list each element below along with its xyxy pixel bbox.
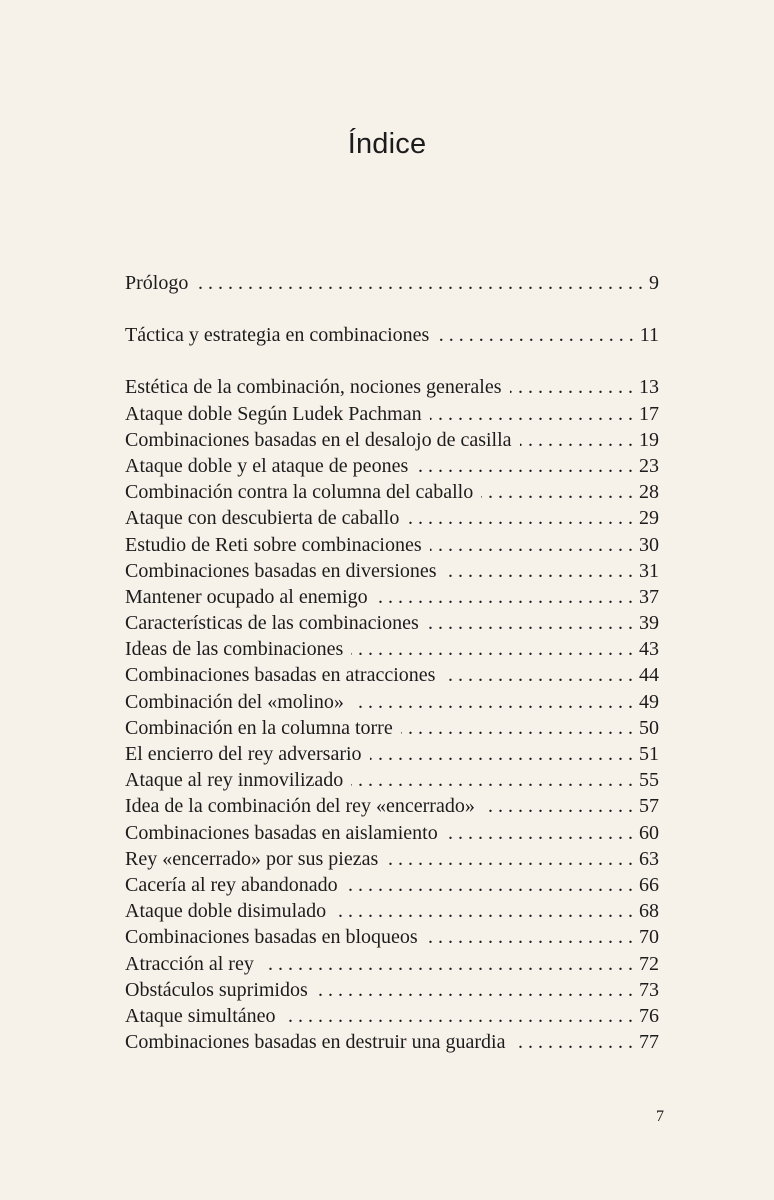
toc-entry-page: 72	[639, 952, 659, 975]
toc-entry	[125, 532, 659, 558]
dot-leader	[346, 872, 633, 898]
toc-entry-page: 68	[639, 900, 659, 923]
dot-leader	[284, 1003, 633, 1029]
dot-leader	[376, 584, 633, 610]
toc-entry	[125, 689, 659, 715]
dot-leader	[430, 532, 633, 558]
toc-entry	[125, 1029, 659, 1055]
toc-entry	[125, 479, 659, 505]
toc-entry-page: 49	[639, 690, 659, 713]
toc-entry-title: Combinación contra la columna del caballo	[125, 481, 474, 504]
toc-entry-title: Atracción al rey	[125, 952, 254, 975]
toc-entry-title: Táctica y estrategia en combinaciones	[125, 324, 430, 347]
toc-entry-page: 37	[639, 585, 659, 608]
dot-leader	[407, 505, 633, 531]
toc-entry-page: 77	[639, 1031, 659, 1054]
toc-entry-title: Cacería al rey abandonado	[125, 873, 338, 896]
dot-leader	[426, 924, 633, 950]
dot-leader	[262, 951, 633, 977]
toc-entry-title: Ideas de las combinaciones	[125, 638, 344, 661]
dot-leader	[416, 453, 633, 479]
toc-entry-page: 11	[639, 324, 659, 347]
toc-entry	[125, 793, 659, 819]
toc-entry	[125, 427, 659, 453]
toc-entry-title: Rey «encerrado» por sus piezas	[125, 847, 379, 870]
toc-entry	[125, 453, 659, 479]
toc-entry	[125, 322, 659, 348]
dot-leader	[520, 427, 633, 453]
toc-entry	[125, 401, 659, 427]
toc-entry-page: 70	[639, 926, 659, 949]
dot-leader	[446, 820, 633, 846]
toc-entry-page: 44	[639, 664, 659, 687]
toc-entry-title: El encierro del rey adversario	[125, 743, 362, 765]
dot-leader	[513, 1029, 633, 1055]
toc-entry	[125, 820, 659, 846]
dot-leader	[437, 322, 633, 348]
toc-entry-title: Idea de la combinación del rey «encerrado»	[125, 795, 475, 818]
toc-entry	[125, 558, 659, 584]
dot-leader	[334, 898, 633, 924]
dot-leader	[351, 767, 633, 793]
toc-entry-page: 28	[639, 481, 659, 504]
toc-entry-title: Combinaciones basadas en aislamiento	[125, 821, 438, 844]
toc-entry	[125, 898, 659, 924]
dot-leader	[351, 636, 633, 662]
toc-entry	[125, 741, 659, 767]
table-of-contents	[125, 270, 659, 1055]
toc-entry-title: Prólogo	[125, 272, 189, 294]
toc-entry-title: Combinaciones basadas en atracciones	[125, 664, 436, 687]
dot-leader	[196, 270, 643, 296]
dot-leader	[427, 610, 633, 636]
toc-entry-title: Combinación del «molino»	[125, 690, 344, 713]
toc-entry	[125, 715, 659, 741]
toc-entry-page: 60	[639, 821, 659, 844]
toc-entry-title: Estética de la combinación, nociones generales	[125, 376, 502, 399]
page-number: 7	[656, 1108, 664, 1125]
toc-entry	[125, 872, 659, 898]
toc-entry-title: Ataque doble disimulado	[125, 900, 327, 923]
toc-entry	[125, 767, 659, 793]
toc-entry-title: Combinación en la columna torre	[125, 716, 393, 739]
dot-leader	[386, 846, 633, 872]
toc-entry-page: 9	[649, 272, 659, 294]
toc-entry	[125, 951, 659, 977]
toc-entry	[125, 977, 659, 1003]
toc-entry	[125, 374, 659, 400]
toc-entry-title: Combinaciones basadas en bloqueos	[125, 926, 418, 949]
toc-entry-title: Ataque doble Según Ludek Pachman	[125, 402, 422, 425]
toc-entry-title: Combinaciones basadas en el desalojo de casilla	[125, 428, 512, 451]
toc-entry	[125, 636, 659, 662]
toc-entry-page: 23	[639, 454, 659, 477]
toc-entry-page: 55	[639, 769, 659, 792]
dot-leader	[401, 715, 633, 741]
toc-entry-title: Mantener ocupado al enemigo	[125, 585, 368, 608]
toc-entry-page: 57	[639, 795, 659, 818]
toc-entry	[125, 610, 659, 636]
toc-entry-title: Estudio de Reti sobre combinaciones	[125, 533, 422, 556]
toc-entry-page: 13	[639, 376, 659, 399]
toc-entry-page: 73	[639, 978, 659, 1001]
toc-entry-title: Combinaciones basadas en destruir una guardia	[125, 1031, 506, 1054]
toc-entry-title: Características de las combinaciones	[125, 612, 419, 635]
toc-entry-title: Ataque doble y el ataque de peones	[125, 454, 409, 477]
toc-entry	[125, 1003, 659, 1029]
toc-entry-page: 43	[639, 638, 659, 661]
toc-entry-page: 76	[639, 1004, 659, 1027]
toc-entry-title: Ataque simultáneo	[125, 1004, 276, 1027]
toc-entry-page: 17	[639, 402, 659, 425]
dot-leader	[445, 558, 633, 584]
toc-entry-page: 50	[639, 716, 659, 739]
toc-entry	[125, 584, 659, 610]
toc-entry	[125, 662, 659, 688]
toc-entry-title: Ataque con descubierta de caballo	[125, 507, 400, 530]
dot-leader	[443, 662, 633, 688]
toc-entry-title: Obstáculos suprimidos	[125, 978, 308, 1001]
toc-entry	[125, 924, 659, 950]
toc-entry	[125, 505, 659, 531]
toc-entry-title: Combinaciones basadas en diversiones	[125, 559, 437, 582]
dot-leader	[483, 793, 633, 819]
dot-leader	[481, 479, 633, 505]
dot-leader	[316, 977, 633, 1003]
dot-leader	[510, 374, 633, 400]
toc-entry-page: 29	[639, 507, 659, 530]
toc-entry-page: 19	[639, 428, 659, 451]
toc-entry-page: 30	[639, 533, 659, 556]
toc-entry-page: 63	[639, 847, 659, 870]
dot-leader	[352, 689, 633, 715]
toc-entry-page: 31	[639, 559, 659, 582]
toc-entry-page: 39	[639, 612, 659, 635]
toc-entry-page: 66	[639, 873, 659, 896]
toc-entry	[125, 270, 659, 296]
dot-leader	[370, 741, 633, 767]
toc-entry	[125, 846, 659, 872]
dot-leader	[430, 401, 633, 427]
toc-entry-title: Ataque al rey inmovilizado	[125, 769, 344, 792]
page-title: Índice	[347, 128, 427, 160]
toc-entry-page: 51	[639, 743, 659, 765]
